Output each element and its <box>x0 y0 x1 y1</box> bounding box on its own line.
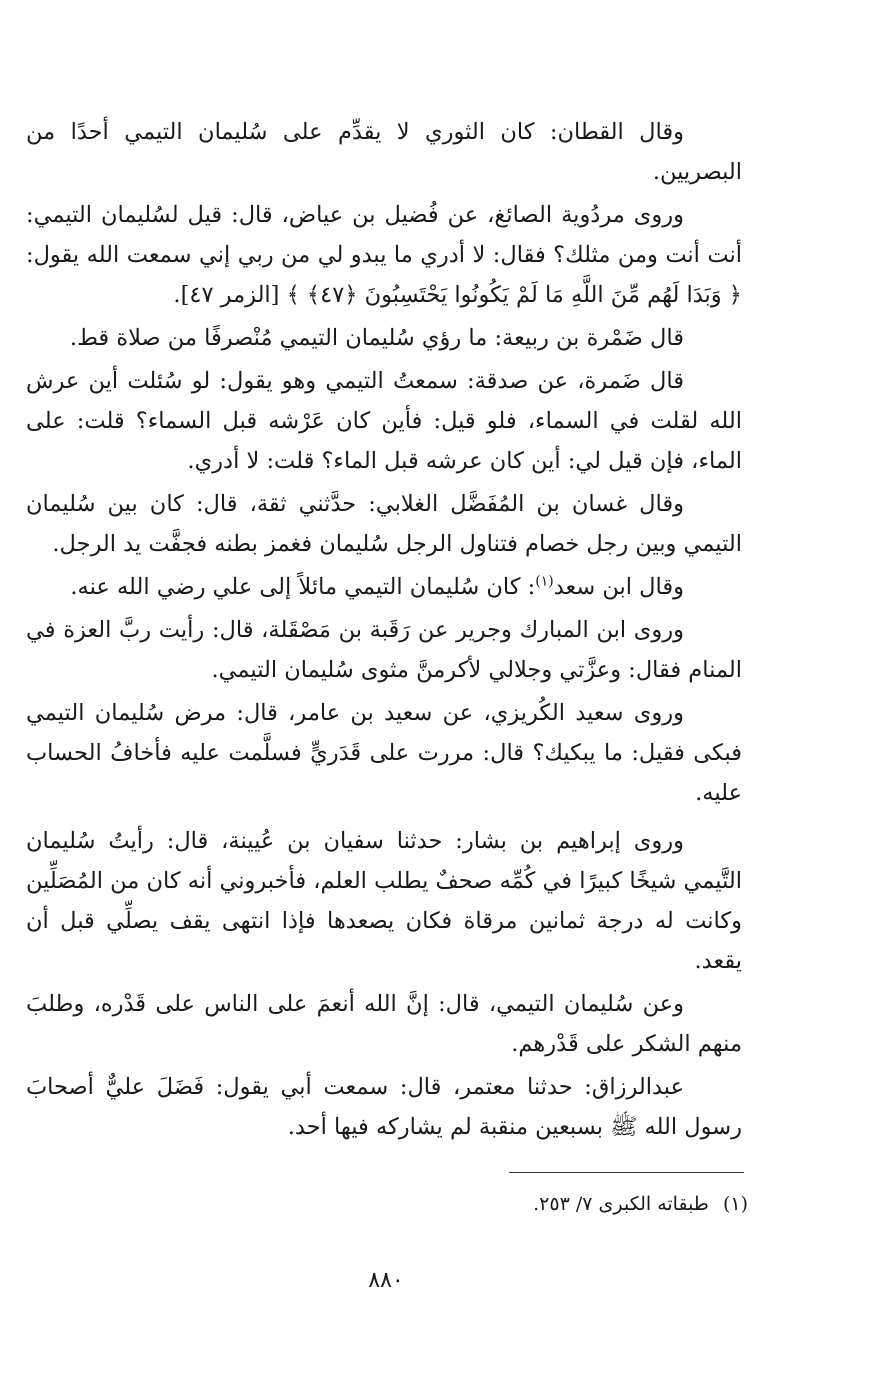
footnote-text: طبقاته الكبرى ٧/ ٢٥٣. <box>533 1193 709 1215</box>
paragraph-abdulrazzaq: عبدالرزاق: حدثنا معتمر، قال: سمعت أبي يقول: فَضَلَ عليٌّ أصحابَ رسول الله ﷺ بسبعين منقبة لم يشاركه فيها أحد. <box>26 1074 742 1140</box>
ibn-saad-lead: وقال ابن سعد <box>553 574 684 600</box>
paragraph-marduwayh: وروى مردُوية الصائغ، عن فُضيل بن عياض، قال: قيل لسُليمان التيمي: أنت أنت ومن مثلك؟ فقال: لا أدري ما يبدو لي من ربي إني سمعت الله يقول: ﴿ وَبَدَا لَهُم مِّنَ اللَّهِ مَا لَمْ يَكُونُوا يَحْتَسِبُونَ ﴿٤٧﴾ ﴾ [الزمر ٤٧]. <box>26 202 742 308</box>
paragraph-ibn-saad <box>26 567 742 610</box>
paragraph-ghassan: وقال غسان بن المُفَضَّل الغلابي: حدَّثني ثقة، قال: كان بين سُليمان التيمي وبين رجل خصام فتناول الرجل سُليمان فغمز بطنه فجفَّت يد الرجل. <box>26 491 742 557</box>
main-text <box>26 112 742 1150</box>
paragraph-kurayzi: وروى سعيد الكُريزي، عن سعيد بن عامر، قال: مرض سُليمان التيمي فبكى فقيل: ما يبكيك؟ قال: مررت على قَدَريٍّ فسلَّمت عليه فأخافُ الحساب عليه. <box>26 700 742 806</box>
page-number: ٨٨٠ <box>368 1268 404 1293</box>
footnote <box>26 1188 748 1220</box>
paragraph-ibrahim: وروى إبراهيم بن بشار: حدثنا سفيان بن عُيينة، قال: رأيتُ سُليمان التَّيمي شيخًا كبيرًا في كُمِّه صحفٌ يطلب العلم، فأخبروني أنه كان من المُصَلِّين وكانت له درجة ثمانين مرقاة فكان يصعدها فإذا انتهى يقف يصلِّي قبل أن يقعد. <box>26 828 742 974</box>
ibn-saad-rest: : كان سُليمان التيمي مائلاً إلى علي رضي الله عنه. <box>70 574 536 600</box>
paragraph-taymi: وعن سُليمان التيمي، قال: إنَّ الله أنعمَ على الناس على قَدْره، وطلبَ منهم الشكر على قَدْرهم. <box>26 991 742 1057</box>
paragraph-damra-2: قال ضَمرة، عن صدقة: سمعتُ التيمي وهو يقول: لو سُئلت أين عرش الله لقلت في السماء، فلو قيل: فأين كان عَرْشه قبل السماء؟ قلت: على الماء، فإن قيل لي: أين كان عرشه قبل الماء؟ قلت: لا أدري. <box>26 368 742 474</box>
footnote-reference[interactable]: (١) <box>535 573 554 590</box>
paragraph-damra-1: قال ضَمْرة بن ربيعة: ما رؤي سُليمان التيمي مُنْصرفًا من صلاة قط. <box>69 325 684 351</box>
footnote-number: (١) <box>722 1193 748 1215</box>
paragraph-ibn-mubarak: وروى ابن المبارك وجرير عن رَقَبة بن مَصْقَلة، قال: رأيت ربَّ العزة في المنام فقال: وعزَّتي وجلالي لأكرمنَّ مثوى سُليمان التيمي. <box>26 617 742 683</box>
footnote-divider <box>509 1172 744 1173</box>
paragraph-qattan: وقال القطان: كان الثوري لا يقدِّم على سُليمان التيمي أحدًا من البصريين. <box>26 119 742 185</box>
